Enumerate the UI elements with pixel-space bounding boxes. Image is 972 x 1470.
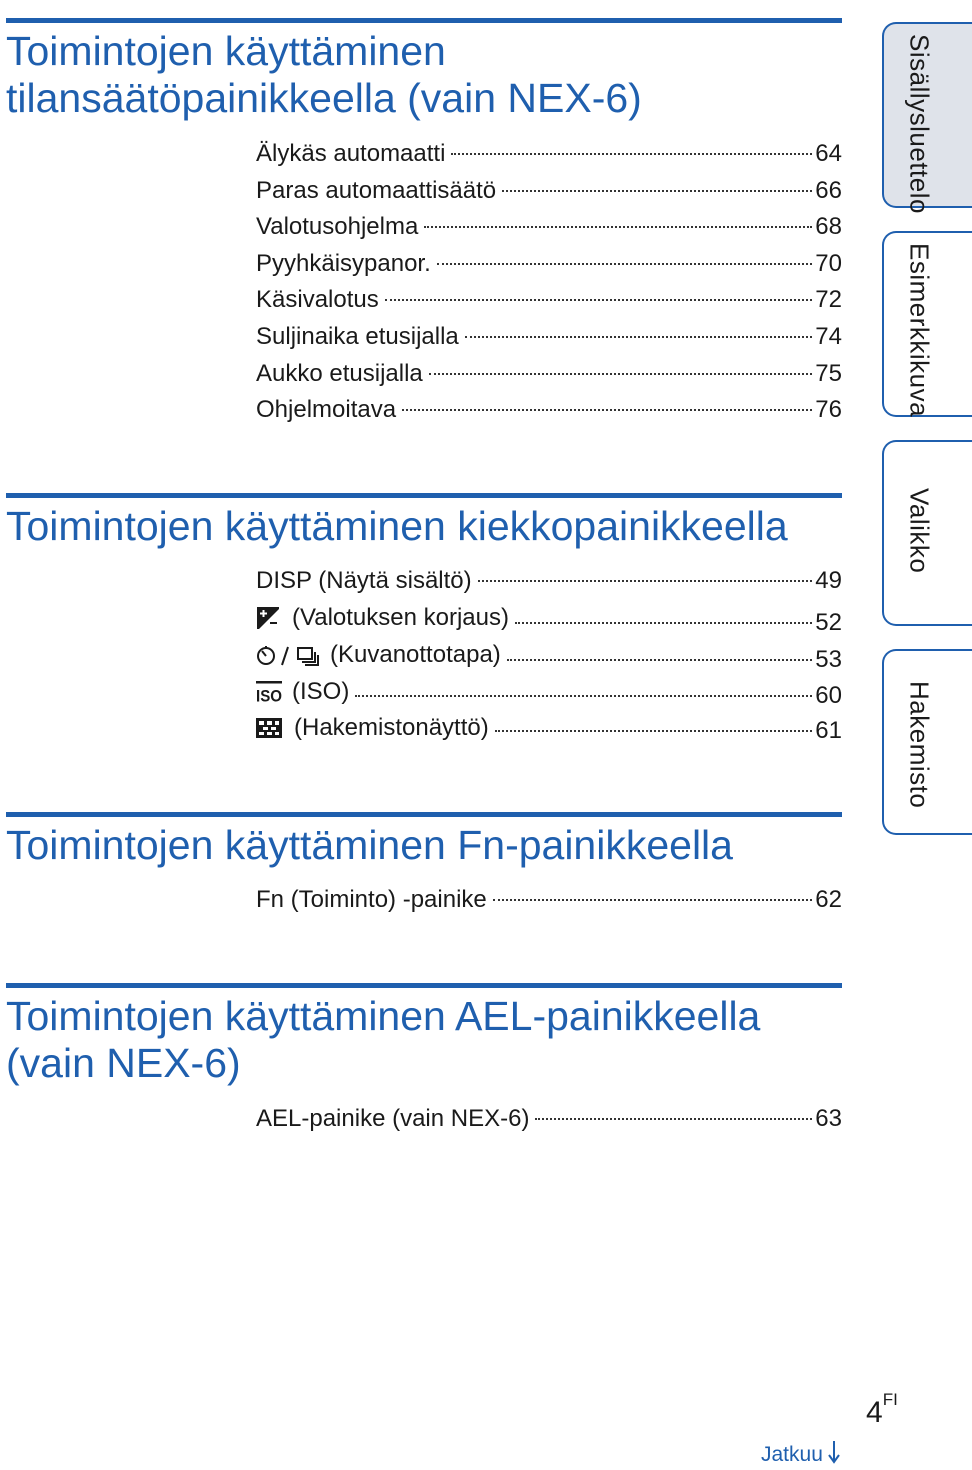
dot-leader <box>493 899 813 901</box>
entry-label: DISP (Näytä sisältö) <box>256 567 472 594</box>
entry-page: 49 <box>815 567 842 594</box>
entry-page: 72 <box>815 286 842 313</box>
entry-label: (ISO) <box>292 678 350 705</box>
section-1-title-line2: tilansäätöpainikkeella (vain NEX-6) <box>6 75 642 121</box>
index-view-icon <box>256 718 282 738</box>
entry-page: 66 <box>815 177 842 204</box>
section-4-title-line2: (vain NEX-6) <box>6 1040 241 1086</box>
tab-hakemisto[interactable] <box>882 649 972 835</box>
tab-label: Sisällysluettelo <box>904 34 935 214</box>
entry-label: (Kuvanottotapa) <box>330 641 501 668</box>
tab-esimerkkikuva[interactable] <box>882 231 972 417</box>
entry-page: 63 <box>815 1105 842 1132</box>
iso-icon <box>256 681 282 706</box>
entry-page: 70 <box>815 250 842 277</box>
entry-page: 62 <box>815 886 842 913</box>
section-2-rule <box>6 493 842 498</box>
entry-page: 60 <box>815 682 842 709</box>
toc-entry-ael-painike[interactable] <box>256 1103 842 1135</box>
dot-leader <box>515 622 812 624</box>
entry-label: Pyyhkäisypanor. <box>256 250 431 277</box>
entry-label: (Hakemistonäyttö) <box>294 714 489 741</box>
dot-leader <box>385 299 813 301</box>
toc-entry-ohjelmoitava[interactable] <box>256 394 842 426</box>
section-4-rule <box>6 983 842 988</box>
dot-leader <box>495 730 813 732</box>
page-number-suffix: FI <box>882 1390 898 1409</box>
toc-entry-disp[interactable] <box>256 565 842 597</box>
entry-label: (Valotuksen korjaus) <box>292 604 509 631</box>
dot-leader <box>535 1118 812 1120</box>
entry-label: Ohjelmoitava <box>256 396 397 423</box>
dot-leader <box>502 190 812 192</box>
entry-page: 61 <box>815 717 842 744</box>
dot-leader <box>355 695 812 697</box>
toc-entry-hakemistonaytto[interactable] <box>256 712 842 744</box>
entry-label: Valotusohjelma <box>256 213 419 240</box>
tab-label: Hakemisto <box>904 681 935 809</box>
arrow-down-icon <box>823 1440 841 1470</box>
toc-entry-kuvanottotapa[interactable] <box>256 639 842 671</box>
continue-label: Jatkuu <box>761 1443 823 1466</box>
tab-sisallysluettelo[interactable] <box>882 22 972 214</box>
toc-entry-iso[interactable] <box>256 676 842 708</box>
section-2-title <box>6 503 842 550</box>
svg-text:ISO: ISO <box>256 686 282 706</box>
entry-label: Käsivalotus <box>256 286 379 313</box>
dot-leader <box>424 226 812 228</box>
entry-page: 53 <box>815 646 842 673</box>
entry-page: 74 <box>815 323 842 350</box>
entry-page: 64 <box>815 140 842 167</box>
dot-leader <box>429 373 813 375</box>
section-3-title-line1: Toimintojen käyttäminen Fn-painikkeella <box>6 822 733 868</box>
section-3-title <box>6 822 842 869</box>
exposure-compensation-icon <box>256 606 280 630</box>
tab-valikko[interactable] <box>882 440 972 626</box>
section-1-rule <box>6 18 842 23</box>
entry-label: Aukko etusijalla <box>256 360 423 387</box>
section-4-title <box>6 993 842 1087</box>
toc-entry-valotuksen-korjaus[interactable] <box>256 602 842 634</box>
page-number <box>866 1390 898 1430</box>
page-number-value: 4 <box>866 1396 883 1429</box>
dot-leader <box>478 580 813 582</box>
self-timer-drive-icon <box>256 643 320 667</box>
dot-leader <box>437 263 813 265</box>
entry-page: 75 <box>815 360 842 387</box>
entry-label: Fn (Toiminto) -painike <box>256 886 487 913</box>
toc-entry-paras-automaattisaato[interactable] <box>256 175 842 207</box>
entry-page: 52 <box>815 609 842 636</box>
toc-entry-pyyhkaisypanor[interactable] <box>256 248 842 280</box>
dot-leader <box>402 409 812 411</box>
tab-label: Valikko <box>904 488 935 574</box>
dot-leader <box>451 153 812 155</box>
toc-entry-suljinaika-etusijalla[interactable] <box>256 321 842 353</box>
entry-label: Paras automaattisäätö <box>256 177 497 204</box>
continue-link[interactable] <box>761 1440 841 1470</box>
toc-entry-valotusohjelma[interactable] <box>256 211 842 243</box>
section-2-title-line1: Toimintojen käyttäminen kiekkopainikkeella <box>6 503 788 549</box>
dot-leader <box>465 336 813 338</box>
entry-label: AEL-painike (vain NEX-6) <box>256 1105 530 1132</box>
toc-entry-alykas-automaatti[interactable] <box>256 138 842 170</box>
dot-leader <box>507 659 813 661</box>
toc-entry-aukko-etusijalla[interactable] <box>256 358 842 390</box>
entry-page: 68 <box>815 213 842 240</box>
section-3-rule <box>6 812 842 817</box>
toc-entry-kasivalotus[interactable] <box>256 284 842 316</box>
entry-page: 76 <box>815 396 842 423</box>
section-1-title-line1: Toimintojen käyttäminen <box>6 28 446 74</box>
section-4-title-line1: Toimintojen käyttäminen AEL-painikkeella <box>6 993 761 1039</box>
tab-label: Esimerkkikuva <box>904 243 935 418</box>
toc-entry-fn-painike[interactable] <box>256 884 842 916</box>
entry-label: Älykäs automaatti <box>256 140 446 167</box>
section-1-title <box>6 28 842 122</box>
entry-label: Suljinaika etusijalla <box>256 323 459 350</box>
